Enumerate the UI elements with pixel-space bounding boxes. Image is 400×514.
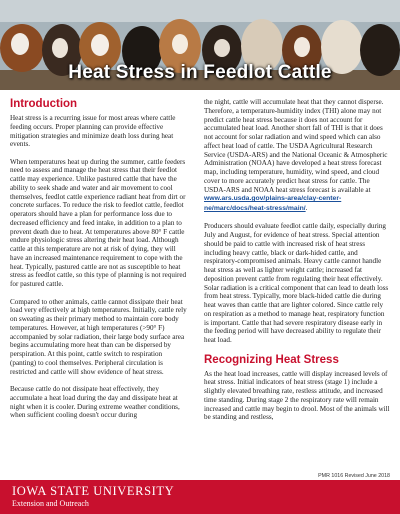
right-paragraph-3: As the heat load increases, cattle will display increased levels of heat stress. Initial indicators of heat stress (stage 1) include a slightly elevated breathing rate, restless attitude, and increased time standing. During stage 2 the respiratory rate will remain increased and cattle may begin to drool. Most of the animals will be standing and restless,	[204, 369, 390, 422]
left-column	[10, 98, 190, 429]
heat-stress-forecast-link[interactable]: www.ars.usda.gov/plains-area/clay-center-ne/marc/docs/heat-stress/main/	[204, 195, 342, 212]
intro-paragraph-1: Heat stress is a recurring issue for most areas where cattle feeding occurs. Proper planning can provide effective mitigation strategies and minimize death loss during heat events.	[10, 114, 176, 149]
publication-number: PMR 1016 Revised June 2018	[318, 473, 390, 479]
university-logo-text: IOWA STATE UNIVERSITY	[12, 484, 175, 498]
right-paragraph-1-text: the night, cattle will accumulate heat that they cannot disperse. Therefore, a temperature-humidity index (THI) alone may not predict cattle heat stress because it does not account for accumulated heat load. Another short fall of THI is that it does not account for solar radiation and wind speed which can also affect heat load of cattle. The USDA Agricultural Research Service (USDA-ARS) and the National Oceanic & Atmospheric Administration (NOAA) have developed a heat stress forecast map, including temperature, humidity, wind speed, and cloud cover to more accurately predict heat stress for cattle. The USDA-ARS and NOAA heat stress forecast is available at	[204, 98, 388, 194]
right-paragraph-1	[204, 98, 390, 214]
intro-heading: Introduction	[10, 98, 78, 110]
right-paragraph-2: Producers should evaluate feedlot cattle daily, especially during July and August, for evidence of heat stress. Special attention should be paid to cattle with increased risk of heat stress including heavy cattle, black or dark-hided cattle, and respiratory-compromised animals. Heavy cattle cannot handle heat stress as well as lighter weight cattle; increased fat deposition prevent cattle from regulating their heat effectively. Solar radiation is a critical component that can lead to death loss from heat stress. Typically, more black-hided cattle die during heat waves than cattle that are lighter colored. Since cattle rely on respiration as a method to manage heat, respiratory function is important. Cattle that had severe respiratory disease early in the feeding period will have decreased ability to regulate their heat load.	[204, 222, 389, 345]
recognizing-heading: Recognizing Heat Stress	[204, 353, 339, 366]
right-column	[204, 98, 390, 431]
extension-label: Extension and Outreach	[12, 499, 89, 508]
intro-paragraph-3: Compared to other animals, cattle cannot dissipate their heat load very effectively at high temperatures. Initially, cattle rely on sweating as their primary method to maintain core body temperatures. However, at high temperatures (>90° F) accompanied by solar radiation, their large body surface area begins accumulating more heat than can be dispersed by perspiration. At this point, cattle switch to respiration (panting) to cool themselves. Peripheral circulation is restricted and cattle will show evidence of heat stress.	[10, 297, 187, 376]
intro-paragraph-2: When temperatures heat up during the summer, cattle feeders need to assess and manage the heat stress that their feedlot cattle may experience. Unlike pastured cattle that have the ability to seek shade and water and air movement to cool themselves, feedlot cattle experience radiant heat from dirt or concrete surfaces. To reduce the risk to feedlot cattle, feedlot operators should have a plan for performance loss due to decreased efficiency and feed intake, in addition to a plan to prevent death due to heat. At temperatures above 80° F cattle endure physiologic stress altering their heat load. Although cattle at this temperature are not at risk of dying, they will have an increased maintenance requirement to cope with the heat. Typically, pastured cattle are not as susceptible to heat stress as feedlot cattle, so this type of planning is not required for pastured cattle.	[10, 157, 187, 289]
intro-paragraph-4: Because cattle do not dissipate heat effectively, they accumulate a heat load during the day and dissipate heat at night when it is cooler. During extreme weather conditions, when sufficient cooling doesn't occur during	[10, 385, 180, 420]
right-paragraph-1-end: .	[305, 204, 308, 212]
page-title: Heat Stress in Feedlot Cattle	[68, 62, 332, 83]
